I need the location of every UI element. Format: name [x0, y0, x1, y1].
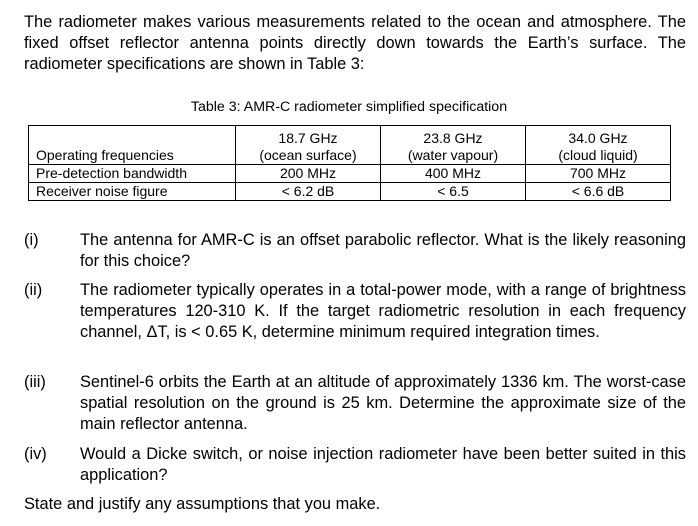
- cell-freq-34: [526, 126, 671, 165]
- table-row-noise-figure: [29, 183, 671, 201]
- question-number: (ii): [24, 281, 43, 299]
- question-text: The antenna for AMR-C is an offset parabolic reflector. What is the likely reasoning for this choice?: [80, 231, 686, 270]
- question-text: Sentinel-6 orbits the Earth at an altitude of approximately 1336 km. The worst-case spatial resolution on the ground is 25 km. Determine the approximate size of the main reflector antenna.: [80, 373, 686, 433]
- question-i: [24, 230, 686, 272]
- table-cell: 400 MHz: [381, 165, 526, 183]
- question-text: Would a Dicke switch, or noise injection radiometer have been better suited in this application?: [80, 445, 686, 484]
- freq-target: (water vapour): [407, 147, 499, 163]
- table-caption: Table 3: AMR-C radiometer simplified specification: [190, 99, 508, 115]
- question-text: The radiometer typically operates in a total-power mode, with a range of brightness temperatures 120-310 K. If the target radiometric resolution in each frequency channel, ΔT, is < 0.65 K, determine minimum required integration times.: [80, 281, 686, 341]
- table-cell: < 6.2 dB: [236, 183, 381, 201]
- row-label-bandwidth: Pre-detection bandwidth: [29, 165, 236, 183]
- freq-label: 34.0 GHz: [568, 130, 628, 146]
- closing-statement: State and justify any assumptions that you make.: [24, 495, 381, 513]
- freq-label: 23.8 GHz: [423, 130, 483, 146]
- table-row-bandwidth: [29, 165, 671, 183]
- question-number: (iv): [24, 445, 47, 463]
- row-label-frequencies: Operating frequencies: [29, 126, 236, 165]
- freq-label: 18.7 GHz: [278, 130, 338, 146]
- table-cell: 700 MHz: [526, 165, 671, 183]
- question-iv: [24, 444, 686, 486]
- intro-paragraph: The radiometer makes various measurements related to the ocean and atmosphere. The fixed offset reflector antenna points directly down towards the Earth’s surface. The radiometer specifications are shown in Table 3:: [24, 13, 686, 73]
- table-cell: < 6.5: [381, 183, 526, 201]
- question-number: (iii): [24, 373, 46, 391]
- question-ii: [24, 280, 686, 343]
- spec-table: [28, 125, 671, 201]
- question-number: (i): [24, 231, 39, 249]
- cell-freq-18: [236, 126, 381, 165]
- table-row-frequencies: [29, 126, 671, 165]
- freq-target: (cloud liquid): [558, 147, 638, 163]
- cell-freq-23: [381, 126, 526, 165]
- freq-target: (ocean surface): [259, 147, 357, 163]
- table-cell: 200 MHz: [236, 165, 381, 183]
- row-label-noise-figure: Receiver noise figure: [29, 183, 236, 201]
- question-iii: [24, 372, 686, 435]
- table-cell: < 6.6 dB: [526, 183, 671, 201]
